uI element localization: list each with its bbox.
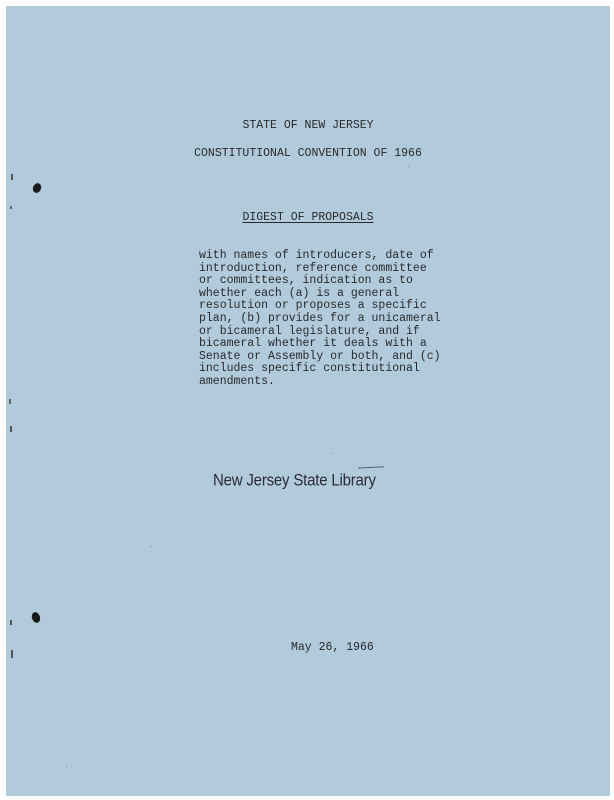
- section-heading-text: DIGEST OF PROPOSALS: [242, 211, 374, 224]
- paper-speck: [66, 766, 67, 767]
- binding-mark: [11, 174, 13, 180]
- document-date: May 26, 1966: [291, 641, 374, 654]
- title-state: STATE OF NEW JERSEY: [242, 119, 374, 132]
- punch-hole-mark: [30, 611, 41, 624]
- description-block: [199, 250, 479, 389]
- binding-mark: [10, 620, 12, 625]
- description-line: Senate or Assembly or both, and (c): [199, 349, 441, 363]
- paper-speck: [151, 546, 152, 547]
- description-line: bicameral whether it deals with a: [199, 337, 427, 351]
- description-line: includes specific constitutional: [199, 362, 420, 376]
- binding-mark: [10, 206, 12, 209]
- paper-speck: [408, 166, 409, 167]
- description-line: plan, (b) provides for a unicameral: [199, 311, 441, 325]
- stamp-rule: [358, 466, 384, 468]
- section-heading: [6, 211, 610, 224]
- punch-hole-mark: [31, 182, 42, 194]
- binding-mark: [9, 399, 11, 404]
- description-line: amendments.: [199, 374, 275, 388]
- description-line: whether each (a) is a general: [199, 286, 400, 300]
- description-line: introduction, reference committee: [199, 261, 427, 275]
- description-line: or bicameral legislature, and if: [199, 324, 420, 338]
- description-line: resolution or proposes a specific: [199, 299, 427, 313]
- binding-mark: [10, 426, 12, 432]
- title-convention: CONSTITUTIONAL CONVENTION OF 1966: [194, 147, 422, 160]
- binding-mark: [11, 650, 13, 658]
- paper-speck: [331, 453, 332, 454]
- description-line: or committees, indication as to: [199, 274, 413, 288]
- document-page: [6, 6, 610, 796]
- library-stamp: New Jersey State Library: [213, 471, 376, 490]
- description-line: with names of introducers, date of: [199, 249, 434, 262]
